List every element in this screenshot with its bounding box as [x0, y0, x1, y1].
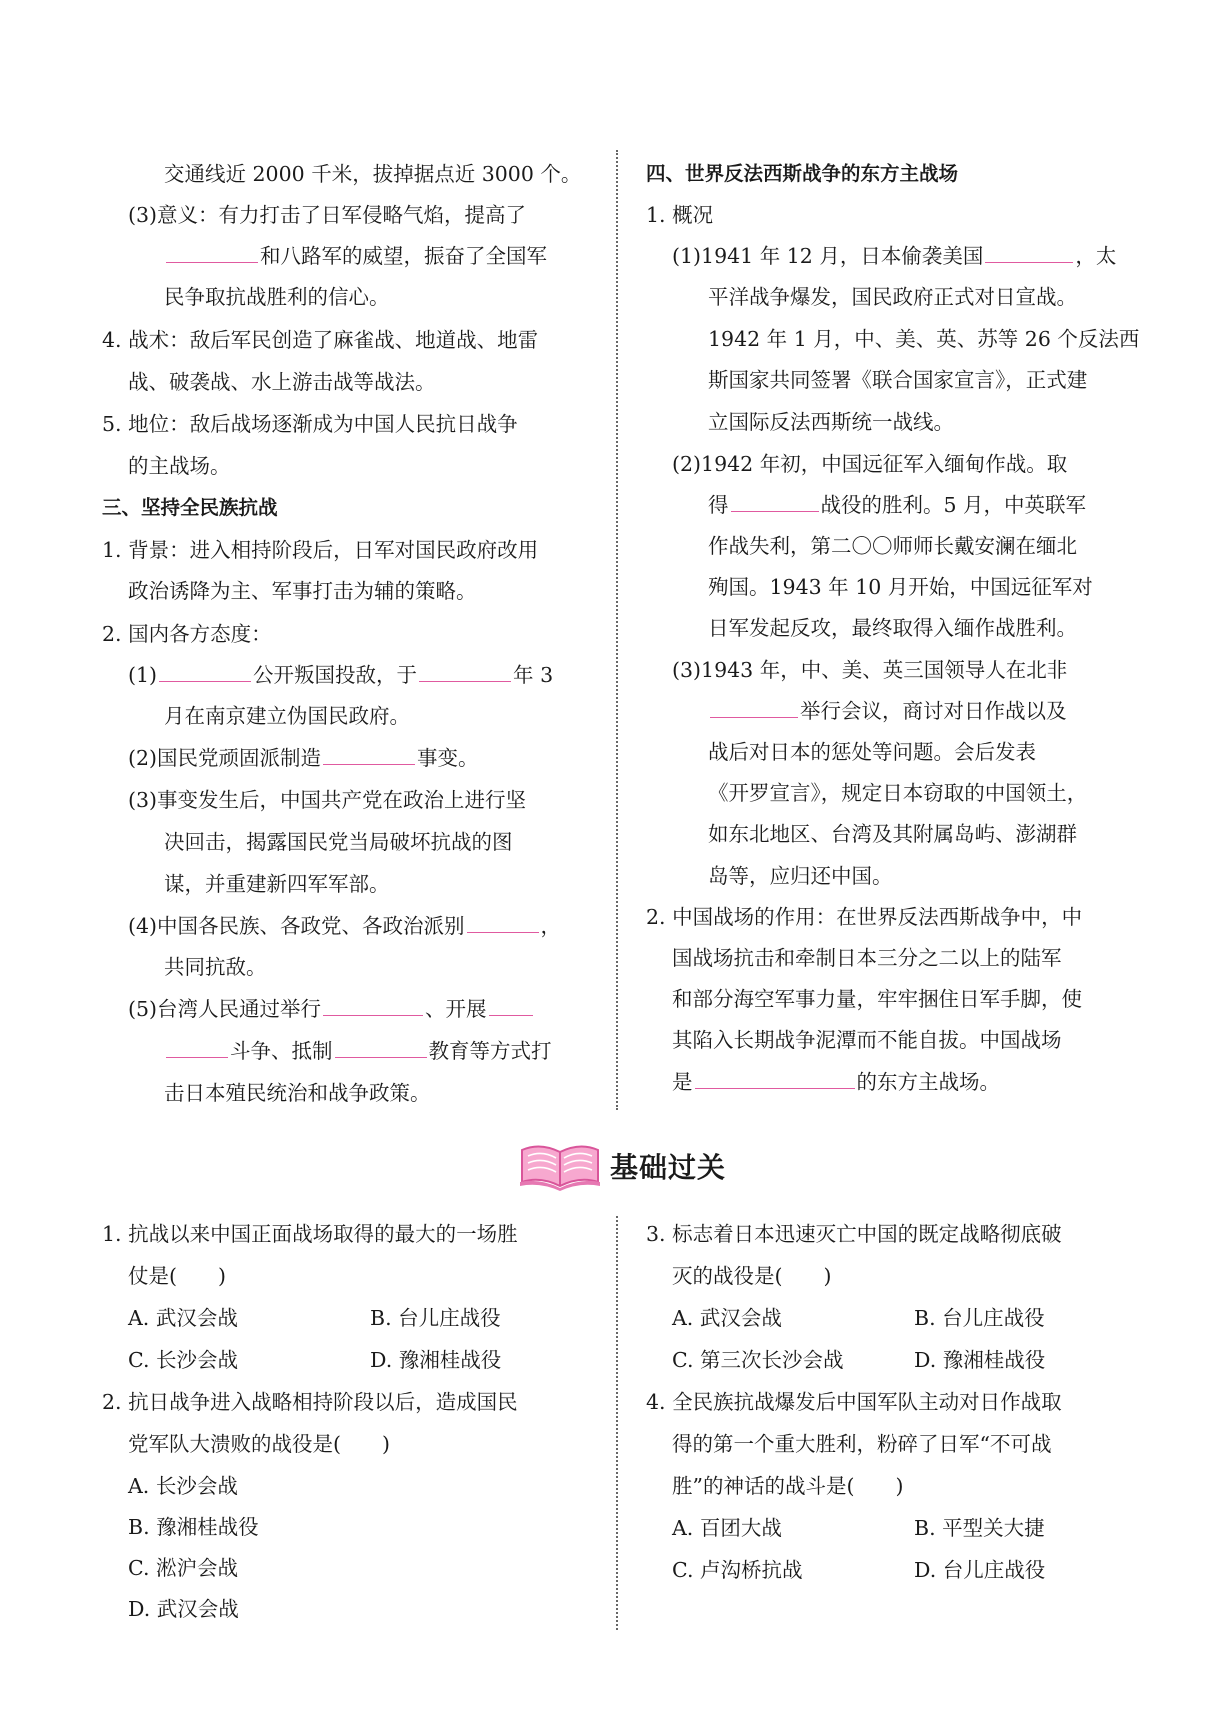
text-line: 2. 中国战场的作用：在世界反法西斯战争中，中	[646, 905, 1083, 929]
text-line: 平洋战争爆发，国民政府正式对日宣战。	[708, 285, 1077, 309]
text-span: 是	[672, 1070, 693, 1094]
section-heading: 四、世界反法西斯战争的东方主战场	[646, 162, 959, 185]
fill-blank[interactable]	[489, 1014, 533, 1016]
text-line: 其陷入长期战争泥潭而不能自拔。中国战场	[672, 1028, 1062, 1052]
text-span: 教育等方式打	[428, 1039, 552, 1063]
fill-blank[interactable]	[467, 931, 539, 933]
text-line: (2)1942 年初，中国远征军入缅甸作战。取	[672, 452, 1068, 476]
text-line: 谋，并重建新四军军部。	[164, 872, 390, 896]
option-d[interactable]: D. 台儿庄战役	[914, 1558, 1046, 1582]
text-line: 岛等，应归还中国。	[708, 864, 893, 888]
text-line: 战后对日本的惩处等问题。会后发表	[708, 740, 1036, 764]
option-d[interactable]: D. 豫湘桂战役	[370, 1348, 502, 1372]
option-b[interactable]: B. 台儿庄战役	[914, 1306, 1045, 1330]
text-span: 战役的胜利。5 月，中英联军	[820, 493, 1087, 517]
text-line: 1. 背景：进入相持阶段后，日军对国民政府改用	[102, 538, 539, 562]
text-line: 民争取抗战胜利的信心。	[164, 285, 390, 309]
text-line	[164, 246, 547, 267]
option-b[interactable]: B. 豫湘桂战役	[128, 1515, 259, 1539]
text-span: (1)1941 年 12 月，日本偷袭美国	[672, 244, 984, 268]
text-line: 击日本殖民统治和战争政策。	[164, 1081, 431, 1105]
question-stem: 仗是( )	[128, 1264, 226, 1288]
section-heading: 三、坚持全民族抗战	[102, 496, 278, 519]
option-a[interactable]: A. 长沙会战	[128, 1474, 238, 1498]
text-span: 公开叛国投敌，于	[253, 663, 418, 687]
option-c[interactable]: C. 第三次长沙会战	[672, 1348, 844, 1372]
fill-blank[interactable]	[323, 763, 415, 765]
text-span: (5)台湾人民通过举行	[128, 997, 322, 1021]
text-span: 的东方主战场。	[856, 1070, 1000, 1094]
text-line: 1. 概况	[646, 203, 714, 227]
option-c[interactable]: C. 长沙会战	[128, 1348, 238, 1372]
text-line: 交通线近 2000 千米，拔掉据点近 3000 个。	[164, 162, 582, 186]
option-d[interactable]: D. 豫湘桂战役	[914, 1348, 1046, 1372]
text-line: (3)事变发生后，中国共产党在政治上进行坚	[128, 788, 527, 812]
text-span: 和八路军的威望，振奋了全国军	[260, 244, 547, 268]
banner-title: 基础过关	[610, 1151, 727, 1184]
text-line: 5. 地位：敌后战场逐渐成为中国人民抗日战争	[102, 412, 518, 436]
text-line	[672, 1072, 1000, 1093]
option-c[interactable]: C. 卢沟桥抗战	[672, 1558, 803, 1582]
text-span: 得	[708, 493, 729, 517]
option-b[interactable]: B. 台儿庄战役	[370, 1306, 501, 1330]
open-book-icon	[516, 1136, 604, 1192]
text-line	[128, 916, 561, 937]
option-a[interactable]: A. 武汉会战	[672, 1306, 782, 1330]
text-line	[128, 748, 479, 769]
text-span: 举行会议，商讨对日作战以及	[800, 699, 1067, 723]
option-a[interactable]: A. 百团大战	[672, 1516, 782, 1540]
text-line: 日军发起反攻，最终取得入缅作战胜利。	[708, 616, 1077, 640]
question-stem: 1. 抗战以来中国正面战场取得的最大的一场胜	[102, 1222, 518, 1246]
text-line: (3)1943 年，中、美、英三国领导人在北非	[672, 658, 1068, 682]
text-line: 立国际反法西斯统一战线。	[708, 410, 954, 434]
text-line: 国战场抗击和牵制日本三分之二以上的陆军	[672, 946, 1062, 970]
option-b[interactable]: B. 平型关大捷	[914, 1516, 1045, 1540]
question-stem: 得的第一个重大胜利，粉碎了日军“不可战	[672, 1432, 1052, 1456]
text-line: 决回击，揭露国民党当局破坏抗战的图	[164, 830, 513, 854]
question-stem: 党军队大溃败的战役是( )	[128, 1432, 390, 1456]
fill-blank[interactable]	[695, 1087, 855, 1089]
text-line: 斯国家共同签署《联合国家宣言》，正式建	[708, 368, 1088, 392]
fill-blank[interactable]	[985, 261, 1073, 263]
fill-blank[interactable]	[731, 510, 819, 512]
option-c[interactable]: C. 淞沪会战	[128, 1556, 238, 1580]
text-line: 1942 年 1 月，中、美、英、苏等 26 个反法西	[708, 327, 1140, 351]
column-divider	[616, 150, 618, 1110]
text-line: 如东北地区、台湾及其附属岛屿、澎湖群	[708, 822, 1077, 846]
question-stem: 2. 抗日战争进入战略相持阶段以后，造成国民	[102, 1390, 518, 1414]
fill-blank[interactable]	[335, 1056, 427, 1058]
text-line: 政治诱降为主、军事打击为辅的策略。	[128, 579, 477, 603]
text-line	[128, 665, 553, 686]
text-line	[128, 999, 535, 1020]
text-line: 殉国。1943 年 10 月开始，中国远征军对	[708, 575, 1093, 599]
text-line: 2. 国内各方态度：	[102, 622, 272, 646]
text-line: 月在南京建立伪国民政府。	[164, 704, 410, 728]
question-stem: 灭的战役是( )	[672, 1264, 832, 1288]
column-divider	[616, 1216, 618, 1630]
text-span: ，	[540, 914, 562, 938]
text-line: 《开罗宣言》，规定日本窃取的中国领土，	[708, 781, 1088, 805]
text-line	[164, 1041, 552, 1062]
text-line: 战、破袭战、水上游击战等战法。	[128, 370, 436, 394]
text-line	[672, 246, 1116, 267]
question-stem: 3. 标志着日本迅速灭亡中国的既定战略彻底破	[646, 1222, 1062, 1246]
text-span: (2)国民党顽固派制造	[128, 746, 322, 770]
fill-blank[interactable]	[419, 680, 511, 682]
option-d[interactable]: D. 武汉会战	[128, 1597, 239, 1621]
text-span: (4)中国各民族、各政党、各政治派别	[128, 914, 465, 938]
text-line: 和部分海空军事力量，牢牢捆住日军手脚，使	[672, 987, 1082, 1011]
fill-blank[interactable]	[159, 680, 251, 682]
text-line: (3)意义：有力打击了日军侵略气焰，提高了	[128, 203, 527, 227]
text-line: 4. 战术：敌后军民创造了麻雀战、地道战、地雷	[102, 328, 539, 352]
option-a[interactable]: A. 武汉会战	[128, 1306, 238, 1330]
text-span: 、开展	[425, 997, 487, 1021]
text-span: 年 3	[513, 663, 554, 687]
fill-blank[interactable]	[323, 1014, 423, 1016]
fill-blank[interactable]	[710, 716, 798, 718]
text-span: 斗争、抵制	[230, 1039, 333, 1063]
fill-blank[interactable]	[166, 261, 258, 263]
text-line: 的主战场。	[128, 454, 231, 478]
text-span: (1)	[128, 663, 158, 687]
text-span: 事变。	[417, 746, 479, 770]
text-line	[708, 495, 1086, 516]
fill-blank[interactable]	[166, 1056, 228, 1058]
question-stem: 胜”的神话的战斗是( )	[672, 1474, 904, 1498]
text-span: ，太	[1075, 244, 1117, 268]
text-line	[708, 701, 1067, 722]
question-stem: 4. 全民族抗战爆发后中国军队主动对日作战取	[646, 1390, 1062, 1414]
text-line: 作战失利，第二〇〇师师长戴安澜在缅北	[708, 534, 1077, 558]
text-line: 共同抗敌。	[164, 955, 267, 979]
